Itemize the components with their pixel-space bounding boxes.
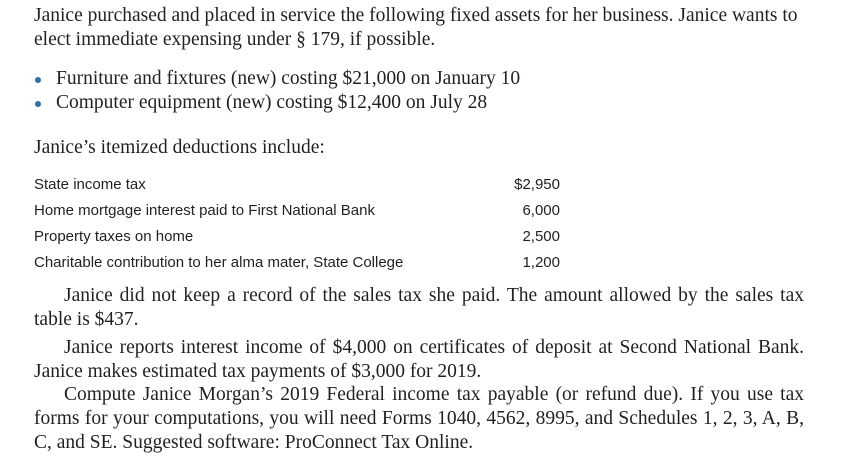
deduction-label: Home mortgage interest paid to First National Bank (34, 202, 375, 219)
itemized-deductions-heading: Janice’s itemized deductions include: (34, 137, 325, 158)
sales-tax-paragraph: Janice did not keep a record of the sales tax she paid. The amount allowed by the sales tax table is $437. (34, 285, 804, 330)
asset-list (34, 67, 520, 115)
interest-income-paragraph: Janice reports interest income of $4,000 on certificates of deposit at Second National Bank. Janice makes estimated tax payments of $3,000 for 2019. (34, 337, 804, 382)
table-row (34, 224, 560, 250)
asset-text: Computer equipment (new) costing $12,400 on July 28 (56, 92, 488, 113)
deduction-amount: $2,950 (514, 176, 560, 193)
table-row (34, 172, 560, 198)
deduction-label: Charitable contribution to her alma mater, State College (34, 254, 404, 271)
instructions-paragraph: Compute Janice Morgan’s 2019 Federal income tax payable (or refund due). If you use tax forms for your computations, you will need Forms 1040, 4562, 8995, and Schedules 1, 2, 3, A, B, C, and SE. Suggested software: ProConnect Tax Online. (34, 384, 804, 453)
asset-text: Furniture and fixtures (new) costing $21,000 on January 10 (56, 68, 521, 89)
deduction-amount: 6,000 (522, 202, 560, 219)
deduction-amount: 1,200 (522, 254, 560, 271)
list-item (34, 91, 520, 115)
deduction-label: Property taxes on home (34, 228, 194, 245)
bullet-icon (35, 77, 41, 83)
deduction-label: State income tax (34, 176, 146, 193)
intro-text: Janice purchased and placed in service the following fixed assets for her business. Janice wants to elect immediate expensing under § 179, if possible. (34, 5, 798, 50)
deduction-amount: 2,500 (522, 228, 560, 245)
table-row (34, 250, 560, 276)
deductions-table (34, 172, 560, 276)
table-row (34, 198, 560, 224)
list-item (34, 67, 520, 91)
bullet-icon (35, 101, 41, 107)
